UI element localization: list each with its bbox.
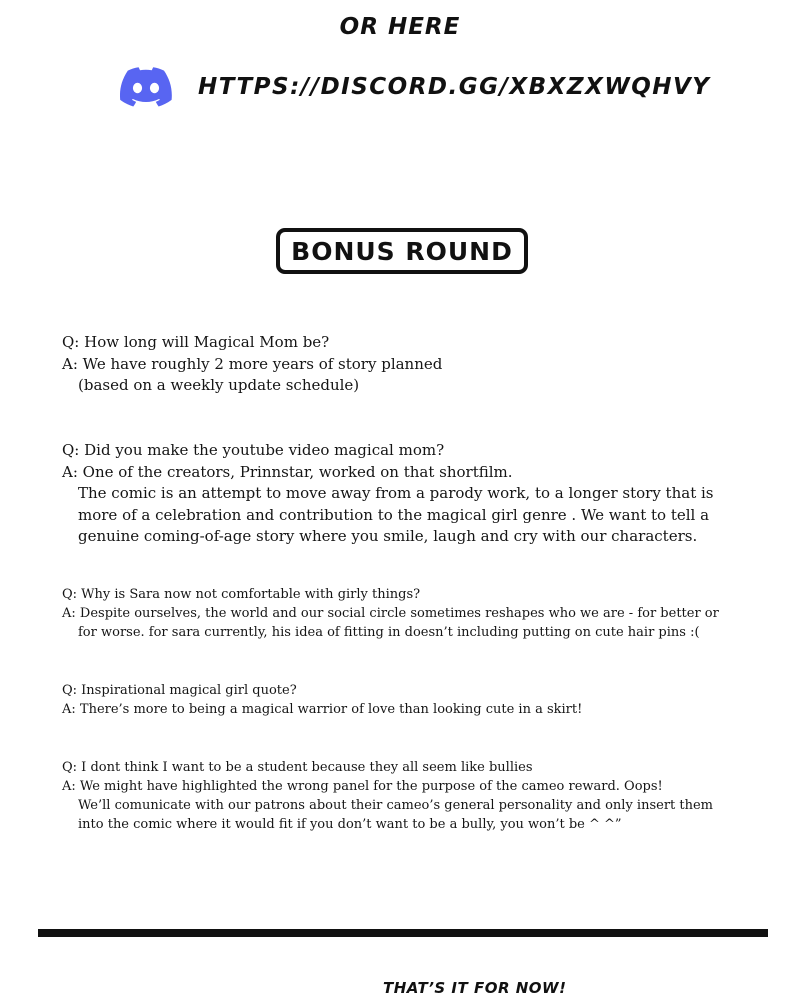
bonus-round-title: BONUS ROUND: [276, 228, 528, 274]
faq-answer: A: There’s more to being a magical warrior of love than looking cute in a skirt!: [62, 702, 583, 717]
discord-invite-link[interactable]: HTTPS://DISCORD.GG/XBXZXWQHVY: [198, 74, 711, 100]
faq-answer: A: We have roughly 2 more years of story planned: [62, 354, 443, 373]
faq-question: Q: Why is Sara now not comfortable with girly things?: [62, 587, 421, 602]
faq-item: [62, 440, 762, 548]
section-divider: [38, 929, 768, 937]
discord-logo-icon: [120, 67, 172, 107]
faq-answer: A: We might have highlighted the wrong panel for the purpose of the cameo reward. Oops!: [62, 779, 663, 794]
discord-invite-row: [120, 64, 710, 110]
faq-question: Q: Did you make the youtube video magical mom?: [62, 441, 445, 459]
faq-item: [62, 758, 762, 834]
faq-answer-continued: We’ll comunicate with our patrons about their cameo’s general personality and only insert them: [78, 798, 714, 813]
faq-answer: A: One of the creators, Prinnstar, worked on that shortfilm.: [62, 462, 513, 481]
faq-item: [62, 681, 762, 719]
faq-answer-continued: (based on a weekly update schedule): [78, 376, 360, 395]
faq-question: Q: I dont think I want to be a student because they all seem like bullies: [62, 760, 533, 775]
faq-answer-continued: The comic is an attempt to move away from a parody work, to a longer story that is: [78, 484, 714, 503]
closing-text: THAT’S IT FOR NOW!: [383, 979, 567, 997]
faq-answer-continued: for worse. for sara currently, his idea of fitting in doesn’t including putting on cute hair pins :(: [78, 625, 700, 640]
faq-item: [62, 585, 762, 642]
or-here-heading: OR HERE: [339, 14, 461, 40]
faq-question: Q: How long will Magical Mom be?: [62, 333, 330, 351]
faq-answer-continued: genuine coming-of-age story where you smile, laugh and cry with our characters.: [78, 527, 698, 546]
faq-answer-continued: into the comic where it would fit if you don’t want to be a bully, you won’t be ^ ^”: [78, 817, 622, 832]
faq-question: Q: Inspirational magical girl quote?: [62, 683, 297, 698]
faq-answer-continued: more of a celebration and contribution to the magical girl genre . We want to tell a: [78, 505, 710, 524]
faq-answer: A: Despite ourselves, the world and our social circle sometimes reshapes who we are - for better or: [62, 606, 719, 621]
faq-item: [62, 332, 762, 397]
